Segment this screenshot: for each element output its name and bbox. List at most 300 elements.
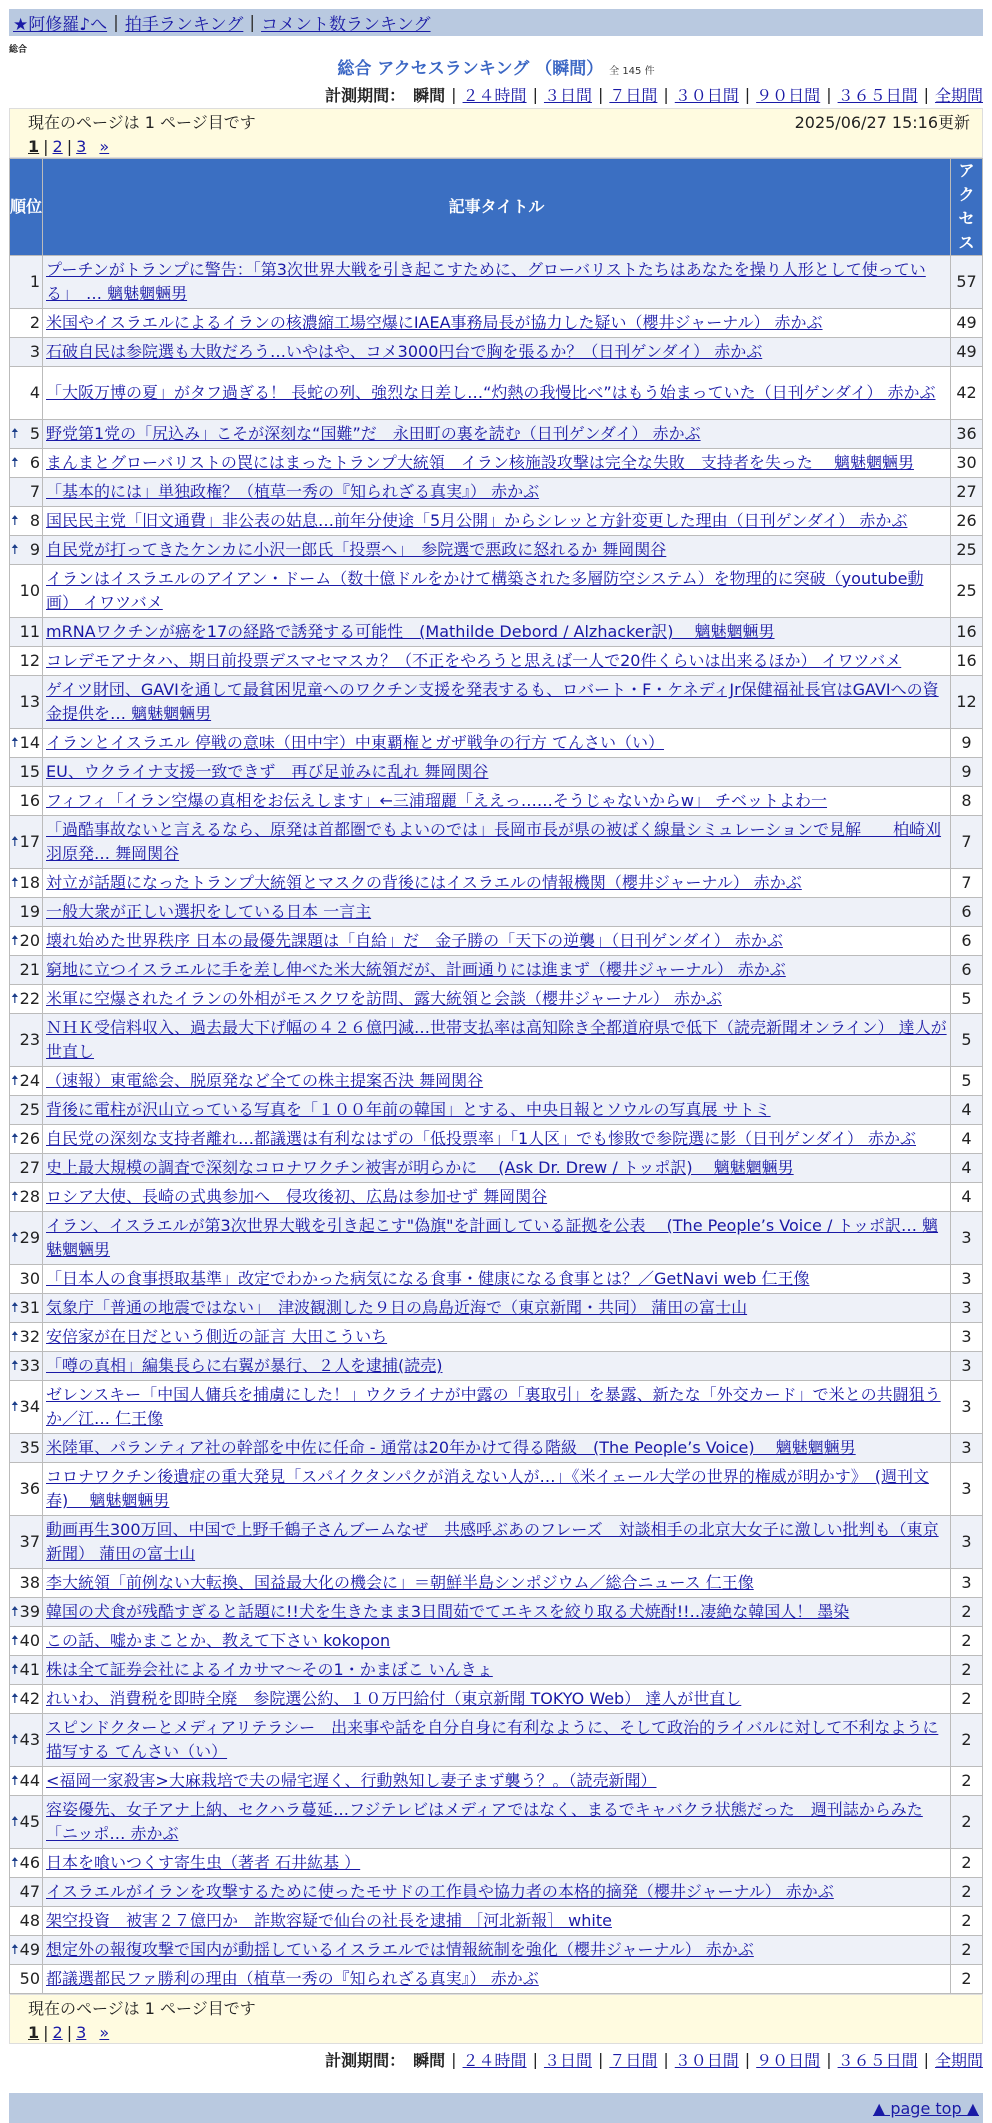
rank-up-arrow-icon: 🠅 (11, 426, 19, 442)
rank-number: 36 (19, 1479, 40, 1498)
article-link[interactable]: 日本を喰いつくす寄生虫（著者 石井紘基 ） (46, 1853, 361, 1872)
access-count: 6 (951, 927, 983, 956)
article-link[interactable]: 容姿優先、女子アナ上納、セクハラ蔓延…フジテレビはメディアではなく、まるでキャバクラ状態だった 週刊誌からみた「ニッポ… 赤かぶ (46, 1800, 923, 1843)
rank-number: 8 (29, 511, 40, 530)
table-row (10, 1212, 983, 1265)
period-link-365d[interactable]: ３６５日間 (837, 2051, 918, 2070)
table-row (10, 449, 983, 478)
article-link[interactable]: れいわ、消費税を即時全廃 参院選公約、１０万円給付（東京新聞 TOKYO Web） 達人が世直し (46, 1689, 742, 1708)
article-link[interactable]: イスラエルがイランを攻撃するために使ったモサドの工作員や協力者の本格的摘発（櫻井ジャーナル） 赤かぶ (46, 1882, 834, 1901)
table-row (10, 1598, 983, 1627)
nav-link-comment-ranking[interactable]: コメント数ランキング (261, 15, 431, 35)
table-row (10, 1096, 983, 1125)
header-title: 記事タイトル (43, 159, 951, 256)
rank-cell (10, 1936, 43, 1965)
rank-cell (10, 927, 43, 956)
period-link-7d[interactable]: ７日間 (609, 2051, 658, 2070)
period-separator: | (923, 85, 929, 104)
rank-up-arrow-icon: 🠅 (11, 1131, 19, 1147)
rank-cell (10, 449, 43, 478)
rank-number: 7 (29, 482, 40, 501)
header-access: アクセス (951, 159, 983, 256)
article-link[interactable]: 史上最大規模の調査で深刻なコロナワクチン被害が明らかに (Ask Dr. Drew / トッポ訳) 魑魅魍魎男 (46, 1158, 794, 1177)
rank-number: 12 (19, 651, 40, 670)
period-selector-bottom (9, 2046, 983, 2073)
rank-cell (10, 1154, 43, 1183)
access-count: 49 (951, 309, 983, 338)
period-current: 瞬間 (413, 2051, 446, 2070)
footer-bar (9, 2093, 983, 2123)
access-count: 2 (951, 1849, 983, 1878)
rank-number: 37 (19, 1532, 40, 1551)
page-title-block (0, 58, 992, 81)
rank-number: 5 (29, 424, 40, 443)
title-cell (43, 676, 951, 729)
article-link[interactable]: コロナワクチン後遺症の重大発見「スパイクタンパクが消えない人が…」《米イェール大学の世界的権威が明かす》 (週刊文春) 魑魅魍魎男 (46, 1467, 929, 1510)
article-link[interactable]: 想定外の報復攻撃で国内が動揺しているイスラエルでは情報統制を強化（櫻井ジャーナル） 赤かぶ (46, 1940, 754, 1959)
period-separator: | (826, 85, 832, 104)
table-row (10, 927, 983, 956)
rank-number: 19 (19, 902, 40, 921)
rank-number: 47 (19, 1882, 40, 1901)
access-count: 6 (951, 898, 983, 927)
rank-cell (10, 367, 43, 420)
article-link[interactable]: 一般大衆が正しい選択をしている日本 一言主 (46, 902, 372, 921)
period-separator: | (663, 85, 669, 104)
title-cell (43, 1067, 951, 1096)
next-page-link[interactable]: » (99, 137, 110, 156)
rank-number: 45 (19, 1812, 40, 1831)
table-row (10, 1154, 983, 1183)
nav-link-ashura[interactable]: ★阿修羅♪へ (13, 15, 108, 35)
rank-number: 18 (19, 873, 40, 892)
period-separator: | (826, 2050, 832, 2069)
rank-cell (10, 1096, 43, 1125)
rank-cell (10, 816, 43, 869)
rank-up-arrow-icon: 🠅 (11, 455, 19, 471)
access-count: 12 (951, 676, 983, 729)
page-link-3[interactable]: 3 (76, 2023, 87, 2042)
rank-up-arrow-icon: 🠅 (11, 1399, 19, 1415)
access-count: 5 (951, 1067, 983, 1096)
rank-up-arrow-icon: 🠅 (11, 1942, 19, 1958)
pager-top: 現在のページは 1 ページ目です 2025/06/27 15:16更新 1 | 2 | 3 » (9, 108, 983, 158)
rank-number: 43 (19, 1730, 40, 1749)
access-count: 3 (951, 1352, 983, 1381)
article-link[interactable]: 韓国の犬食が残酷すぎると話題に!!犬を生きたまま3日間茹でてエキスを絞り取る犬焼酎!!‥凄絶な韓国人！ 墨染 (46, 1602, 850, 1621)
rank-number: 15 (19, 762, 40, 781)
title-cell (43, 536, 951, 565)
title-cell (43, 1965, 951, 1994)
title-cell (43, 1907, 951, 1936)
title-cell (43, 1265, 951, 1294)
article-link[interactable]: 「日本人の食事摂取基準」改定でわかった病気になる食事・健康になる食事とは？／GetNavi web 仁王像 (46, 1269, 810, 1288)
rank-number: 17 (19, 832, 40, 851)
title-cell (43, 1212, 951, 1265)
rank-cell (10, 1627, 43, 1656)
period-link-7d[interactable]: ７日間 (609, 86, 658, 105)
title-cell (43, 1714, 951, 1767)
table-row (10, 898, 983, 927)
rank-cell (10, 1849, 43, 1878)
rank-number: 20 (19, 931, 40, 950)
article-link[interactable]: コレデモアナタハ、期日前投票デスマセマスカ？（不正をやろうと思えば一人で20件くらいは出来るほか） イワツバメ (46, 651, 902, 670)
rank-cell (10, 1294, 43, 1323)
article-link[interactable]: フィフィ「イラン空爆の真相をお伝えします」←三浦瑠麗「ええっ……そうじゃないからw」 チベットよわ一 (46, 791, 828, 810)
access-count: 36 (951, 420, 983, 449)
table-row (10, 676, 983, 729)
rank-number: 25 (19, 1100, 40, 1119)
rank-cell (10, 1265, 43, 1294)
rank-up-arrow-icon: 🠅 (11, 1329, 19, 1345)
period-link-90d[interactable]: ９０日間 (756, 86, 821, 105)
rank-cell (10, 1516, 43, 1569)
table-row (10, 1381, 983, 1434)
period-selector-top (9, 81, 983, 108)
title-cell (43, 869, 951, 898)
rank-cell (10, 985, 43, 1014)
table-row (10, 1352, 983, 1381)
article-link[interactable]: 架空投資 被害２７億円か 詐欺容疑で仙台の社長を逮捕 ［河北新報］ white (46, 1911, 612, 1930)
article-link[interactable]: 李大統領「前例ない大転換、国益最大化の機会に」＝朝鮮半島シンポジウム／総合ニュース 仁王像 (46, 1573, 754, 1592)
table-row (10, 1685, 983, 1714)
article-link[interactable]: 背後に電柱が沢山立っている写真を「１００年前の韓国」とする、中央日報とソウルの写真展 サトミ (46, 1100, 771, 1119)
article-link[interactable]: この話、嘘かまことか、教えて下さい kokopon (46, 1631, 391, 1650)
title-cell (43, 816, 951, 869)
title-cell (43, 1125, 951, 1154)
rank-cell (10, 478, 43, 507)
rank-up-arrow-icon: 🠅 (11, 1230, 19, 1246)
access-count: 9 (951, 729, 983, 758)
rank-number: 44 (19, 1771, 40, 1790)
table-row (10, 1907, 983, 1936)
article-link[interactable]: 米国やイスラエルによるイランの核濃縮工場空爆にIAEA事務局長が協力した疑い（櫻井ジャーナル） 赤かぶ (46, 313, 823, 332)
article-link[interactable]: <福岡一家殺害>大麻栽培で夫の帰宅遅く、行動熟知し妻子まず襲う？。（読売新聞） (46, 1771, 657, 1790)
rank-number: 6 (29, 453, 40, 472)
article-link[interactable]: ゲイツ財団、GAVIを通して最貧困児童へのワクチン支援を発表するも、ロバート・F・ケネディJr保健福祉長官はGAVIへの資金提供を… 魑魅魍魎男 (46, 680, 939, 723)
article-link[interactable]: 壊れ始めた世界秩序 日本の最優先課題は「自給」だ 金子勝の「天下の逆襲」（日刊ゲンダイ） 赤かぶ (46, 931, 783, 950)
rank-number: 28 (19, 1187, 40, 1206)
rank-up-arrow-icon: 🠅 (11, 834, 19, 850)
title-cell (43, 507, 951, 536)
title-cell (43, 787, 951, 816)
article-link[interactable]: 自民党の深刻な支持者離れ…都議選は有利なはずの「低投票率」「1人区」でも惨敗で参院選に影（日刊ゲンダイ） 赤かぶ (46, 1129, 916, 1148)
rank-up-arrow-icon: 🠅 (11, 1300, 19, 1316)
table-row (10, 309, 983, 338)
title-cell (43, 1434, 951, 1463)
table-row (10, 256, 983, 309)
title-cell (43, 367, 951, 420)
rank-cell (10, 898, 43, 927)
table-row (10, 1067, 983, 1096)
table-row (10, 1627, 983, 1656)
table-row (10, 618, 983, 647)
next-page-link[interactable]: » (99, 2023, 110, 2042)
rank-cell (10, 507, 43, 536)
rank-cell (10, 787, 43, 816)
table-row (10, 1183, 983, 1212)
rank-cell (10, 1014, 43, 1067)
rank-cell (10, 536, 43, 565)
access-count: 2 (951, 1796, 983, 1849)
page-link-2[interactable]: 2 (52, 137, 63, 156)
rank-up-arrow-icon: 🠅 (11, 1732, 19, 1748)
rank-number: 49 (19, 1940, 40, 1959)
table-row (10, 1125, 983, 1154)
access-count: 2 (951, 1714, 983, 1767)
article-link[interactable]: まんまとグローバリストの罠にはまったトランプ大統領 イラン核施設攻撃は完全な失敗 支持者を失った 魑魅魍魎男 (46, 453, 914, 472)
table-row (10, 1767, 983, 1796)
table-row (10, 956, 983, 985)
rank-cell (10, 1352, 43, 1381)
title-cell (43, 729, 951, 758)
rank-number: 22 (19, 989, 40, 1008)
title-cell (43, 1294, 951, 1323)
rank-up-arrow-icon: 🠅 (11, 735, 19, 751)
rank-number: 16 (19, 791, 40, 810)
rank-number: 3 (29, 342, 40, 361)
title-cell (43, 985, 951, 1014)
access-count: 2 (951, 1965, 983, 1994)
period-link-3d[interactable]: ３日間 (543, 86, 592, 105)
article-link[interactable]: スピンドクターとメディアリテラシー 出来事や話を自分自身に有利なように、そして政治的ライバルに対して不利なように描写する てんさい（い） (46, 1718, 939, 1761)
current-page-text: 現在のページは 1 ページ目です (28, 113, 256, 132)
table-row (10, 1796, 983, 1849)
rank-number: 27 (19, 1158, 40, 1177)
article-link[interactable]: 株は全て証券会社によるイカサマ〜その1・かまぼこ いんきょ (46, 1660, 493, 1679)
rank-cell (10, 1598, 43, 1627)
period-current: 瞬間 (413, 86, 446, 105)
access-count: 3 (951, 1323, 983, 1352)
table-row (10, 1434, 983, 1463)
title-cell (43, 256, 951, 309)
rank-number: 26 (19, 1129, 40, 1148)
rank-cell (10, 1878, 43, 1907)
title-cell (43, 1183, 951, 1212)
rank-number: 33 (19, 1356, 40, 1375)
table-row (10, 816, 983, 869)
period-link-all[interactable]: 全期間 (934, 2051, 983, 2070)
article-link[interactable]: 米軍に空爆されたイランの外相がモスクワを訪問、露大統領と会談（櫻井ジャーナル） 赤かぶ (46, 989, 722, 1008)
article-link[interactable]: 「基本的には」単独政権？（植草一秀の『知られざる真実』） 赤かぶ (46, 482, 540, 501)
header-rank: 順位 (10, 159, 43, 256)
title-cell (43, 338, 951, 367)
article-link[interactable]: イランはイスラエルのアイアン・ドーム（数十億ドルをかけて構築された多層防空システム）を物理的に突破（youtube動画） イワツバメ (46, 569, 924, 612)
rank-cell (10, 1067, 43, 1096)
rank-up-arrow-icon: 🠅 (11, 1358, 19, 1374)
period-separator: | (597, 2050, 604, 2069)
title-cell (43, 1516, 951, 1569)
rank-cell (10, 1965, 43, 1994)
access-count: 4 (951, 1096, 983, 1125)
access-count: 2 (951, 1598, 983, 1627)
access-count: 5 (951, 985, 983, 1014)
title-cell (43, 758, 951, 787)
title-cell (43, 1154, 951, 1183)
page-top-link[interactable]: ▲ page top ▲ (872, 2098, 979, 2118)
access-count: 2 (951, 1627, 983, 1656)
rank-number: 32 (19, 1327, 40, 1346)
table-row (10, 758, 983, 787)
article-link[interactable]: ロシア大使、長崎の式典参加へ 侵攻後初、広島は参加せず 舞岡関谷 (46, 1187, 548, 1206)
rank-cell (10, 338, 43, 367)
access-count: 2 (951, 1685, 983, 1714)
table-row (10, 869, 983, 898)
nav-separator: | (249, 12, 256, 33)
period-link-3d[interactable]: ３日間 (543, 2051, 592, 2070)
rank-cell (10, 1685, 43, 1714)
rank-number: 42 (19, 1689, 40, 1708)
access-count: 3 (951, 1294, 983, 1323)
period-separator: | (532, 2050, 538, 2069)
title-cell (43, 1685, 951, 1714)
period-link-30d[interactable]: ３０日間 (674, 2051, 739, 2070)
access-count: 2 (951, 1907, 983, 1936)
title-cell (43, 1627, 951, 1656)
access-count: 9 (951, 758, 983, 787)
title-cell (43, 478, 951, 507)
article-link[interactable]: 動画再生300万回、中国で上野千鶴子さんブームなぜ 共感呼ぶあのフレーズ 対談相手の北京大女子に激しい批判も（東京新聞） 蒲田の富士山 (46, 1520, 939, 1563)
period-separator: | (451, 2050, 457, 2069)
access-count: 6 (951, 956, 983, 985)
period-link-all[interactable]: 全期間 (934, 86, 983, 105)
article-link[interactable]: ゼレンスキー「中国人傭兵を捕虜にした！」ウクライナが中露の「裏取引」を暴露、新たな「外交カード」で米との共闘狙うか／江… 仁王像 (46, 1385, 941, 1428)
title-cell (43, 565, 951, 618)
title-cell (43, 927, 951, 956)
period-link-365d[interactable]: ３６５日間 (837, 86, 918, 105)
table-row (10, 1965, 983, 1994)
ranking-table (9, 158, 983, 1994)
title-cell (43, 1381, 951, 1434)
rank-number: 1 (29, 272, 40, 291)
title-cell (43, 1796, 951, 1849)
title-cell (43, 1656, 951, 1685)
period-link-24h[interactable]: ２４時間 (462, 2051, 527, 2070)
article-link[interactable]: プーチンがトランプに警告：「第3次世界大戦を引き起こすために、グローバリストたちはあなたを操り人形として使っている」 … 魑魅魍魎男 (46, 260, 926, 303)
access-count: 57 (951, 256, 983, 309)
table-row (10, 1878, 983, 1907)
page-1-current: 1 (28, 137, 40, 156)
updated-timestamp: 2025/06/27 15:16更新 (794, 113, 970, 132)
article-link[interactable]: 「噂の真相」編集長らに右翼が暴行、２人を逮捕(読売) (46, 1356, 443, 1375)
article-link[interactable]: イラン、イスラエルが第3次世界大戦を引き起こす"偽旗"を計画している証拠を公表 (The People’s Voice / トッポ訳… 魑魅魍魎男 (46, 1216, 939, 1259)
table-row (10, 647, 983, 676)
rank-number: 23 (19, 1030, 40, 1049)
period-link-90d[interactable]: ９０日間 (756, 2051, 821, 2070)
rank-number: 39 (19, 1602, 40, 1621)
rank-up-arrow-icon: 🠅 (11, 1814, 19, 1830)
access-count: 2 (951, 1878, 983, 1907)
article-link[interactable]: mRNAワクチンが癌を17の経路で誘発する可能性 (Mathilde Debord / Alzhacker訳) 魑魅魍魎男 (46, 622, 775, 641)
title-cell (43, 1352, 951, 1381)
article-link[interactable]: ＮＨＫ受信料収入、過去最大下げ幅の４２６億円減…世帯支払率は高知除き全都道府県で低下（読売新聞オンライン） 達人が世直し (46, 1018, 947, 1061)
table-row (10, 565, 983, 618)
access-count: 16 (951, 647, 983, 676)
article-link[interactable]: 「過酷事故ないと言えるなら、原発は首都圏でもよいのでは」長岡市長が県の被ばく線量シミュレーションで見解 柏崎刈羽原発… 舞岡関谷 (46, 820, 942, 863)
rank-cell (10, 1714, 43, 1767)
rank-cell (10, 1125, 43, 1154)
article-link[interactable]: 「大阪万博の夏」がタフ過ぎる！ 長蛇の列、強烈な日差し…“灼熱の我慢比べ”はもう始まっていた（日刊ゲンダイ） 赤かぶ (46, 383, 936, 402)
rank-number: 50 (19, 1969, 40, 1988)
access-count: 7 (951, 869, 983, 898)
rank-up-arrow-icon: 🠅 (11, 1691, 19, 1707)
article-link[interactable]: 国民民主党「旧文通費」非公表の姑息…前年分使途「5月公開」からシレッと方針変更した理由（日刊ゲンダイ） 赤かぶ (46, 511, 908, 530)
rank-up-arrow-icon: 🠅 (11, 542, 19, 558)
article-link[interactable]: 自民党が打ってきたケンカに小沢一郎氏「投票へ」 参院選で悪政に怒れるか 舞岡関谷 (46, 540, 667, 559)
article-link[interactable]: 安倍家が在日だという側近の証言 大田こういち (46, 1327, 388, 1346)
rank-up-arrow-icon: 🠅 (11, 1189, 19, 1205)
period-separator: | (532, 85, 538, 104)
rank-cell (10, 729, 43, 758)
page-link-2[interactable]: 2 (52, 2023, 63, 2042)
access-count: 3 (951, 1434, 983, 1463)
rank-cell (10, 1434, 43, 1463)
title-cell (43, 309, 951, 338)
access-count: 4 (951, 1183, 983, 1212)
table-row (10, 1463, 983, 1516)
rank-cell (10, 565, 43, 618)
article-link[interactable]: 気象庁「普通の地震ではない」 津波観測した９日の鳥島近海で（東京新聞・共同） 蒲田の富士山 (46, 1298, 748, 1317)
table-row (10, 787, 983, 816)
table-row (10, 1323, 983, 1352)
rank-cell (10, 1656, 43, 1685)
table-row (10, 1294, 983, 1323)
total-count: 全 145 件 (609, 66, 655, 77)
rank-cell (10, 1767, 43, 1796)
period-separator: | (663, 2050, 669, 2069)
access-count: 2 (951, 1656, 983, 1685)
period-separator: | (451, 85, 457, 104)
rank-cell (10, 869, 43, 898)
rank-number: 2 (29, 313, 40, 332)
period-link-24h[interactable]: ２４時間 (462, 86, 527, 105)
table-row (10, 536, 983, 565)
title-cell (43, 1767, 951, 1796)
rank-cell (10, 1323, 43, 1352)
rank-cell (10, 1463, 43, 1516)
rank-cell (10, 1796, 43, 1849)
title-cell (43, 1463, 951, 1516)
article-link[interactable]: 野党第1党の「尻込み」こそが深刻な“国難”だ 永田町の裏を読む（日刊ゲンダイ） 赤かぶ (46, 424, 701, 443)
page-link-3[interactable]: 3 (76, 137, 87, 156)
title-cell (43, 1849, 951, 1878)
period-separator: | (744, 85, 751, 104)
rank-number: 34 (19, 1397, 40, 1416)
nav-link-applause-ranking[interactable]: 拍手ランキング (124, 15, 244, 35)
article-link[interactable]: （速報）東電総会、脱原発など全ての株主提案否決 舞岡関谷 (46, 1071, 484, 1090)
table-row (10, 1569, 983, 1598)
rank-cell (10, 647, 43, 676)
article-link[interactable]: EU、ウクライナ支援一致できず 再び足並みに乱れ 舞岡関谷 (46, 762, 489, 781)
title-cell (43, 647, 951, 676)
rank-cell (10, 1569, 43, 1598)
title-cell (43, 1598, 951, 1627)
table-row (10, 507, 983, 536)
access-count: 30 (951, 449, 983, 478)
article-link[interactable]: 都議選都民ファ勝利の理由（植草一秀の『知られざる真実』） 赤かぶ (46, 1969, 539, 1988)
page-title: 総合 アクセスランキング （瞬間） (337, 59, 604, 79)
rank-cell (10, 256, 43, 309)
article-link[interactable]: 対立が話題になったトランプ大統領とマスクの背後にはイスラエルの情報機関（櫻井ジャーナル） 赤かぶ (46, 873, 802, 892)
article-link[interactable]: 窮地に立つイスラエルに手を差し伸べた米大統領だが、計画通りには進まず（櫻井ジャーナル） 赤かぶ (46, 960, 786, 979)
article-link[interactable]: イランとイスラエル 停戦の意味（田中宇）中東覇権とガザ戦争の行方 てんさい（い） (46, 733, 665, 752)
article-link[interactable]: 米陸軍、パランティア社の幹部を中佐に任命 - 通常は20年かけて得る階級 (The People’s Voice) 魑魅魍魎男 (46, 1438, 856, 1457)
title-cell (43, 1096, 951, 1125)
rank-number: 40 (19, 1631, 40, 1650)
article-link[interactable]: 石破自民は参院選も大敗だろう…いやはや、コメ3000円台で胸を張るか？（日刊ゲンダイ） 赤かぶ (46, 342, 763, 361)
access-count: 4 (951, 1154, 983, 1183)
period-link-30d[interactable]: ３０日間 (674, 86, 739, 105)
